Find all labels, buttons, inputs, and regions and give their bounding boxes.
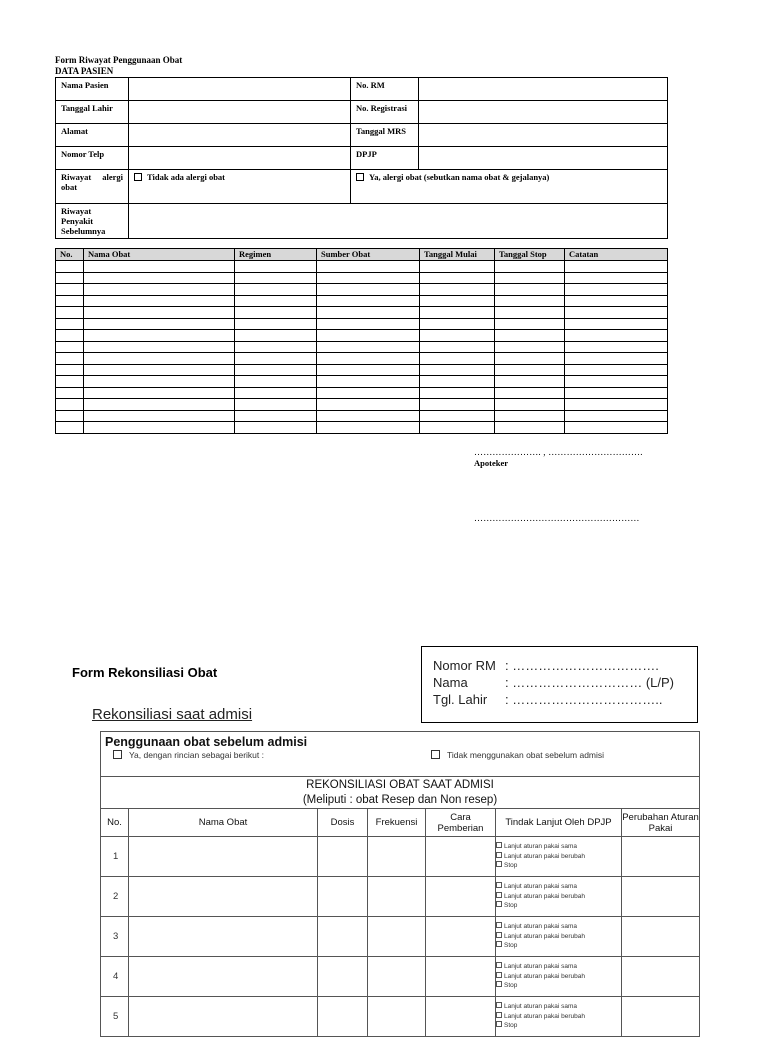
table-cell[interactable] — [235, 318, 317, 330]
table-cell[interactable] — [317, 376, 420, 388]
table-cell[interactable] — [565, 422, 668, 434]
table-cell[interactable] — [235, 295, 317, 307]
table-cell[interactable] — [565, 387, 668, 399]
field-frekuensi[interactable] — [368, 997, 426, 1037]
follow-up-option-label: Lanjut aturan pakai berubah — [504, 972, 585, 980]
table-cell[interactable] — [565, 399, 668, 411]
table-cell[interactable] — [235, 307, 317, 319]
table-cell[interactable] — [495, 387, 565, 399]
table-cell[interactable] — [84, 330, 235, 342]
table-cell[interactable] — [495, 376, 565, 388]
table-cell[interactable] — [84, 387, 235, 399]
table-row — [101, 917, 700, 957]
table-cell[interactable] — [317, 318, 420, 330]
row-number: 2 — [101, 877, 129, 917]
table-cell[interactable] — [565, 410, 668, 422]
field-perubahan[interactable] — [622, 837, 700, 877]
table-cell[interactable] — [235, 341, 317, 353]
table-row — [56, 341, 668, 353]
table-cell[interactable] — [495, 364, 565, 376]
label-riwayat-penyakit: Riwayat Penyakit Sebelumnya — [56, 204, 129, 239]
checkbox-icon[interactable] — [496, 901, 502, 907]
field-cara-pemberian[interactable] — [426, 917, 496, 957]
table-cell[interactable] — [84, 307, 235, 319]
follow-up-option-label: Stop — [504, 942, 518, 950]
table-cell[interactable] — [56, 422, 84, 434]
table-title-line1: REKONSILIASI OBAT SAAT ADMISI — [306, 778, 494, 791]
checkbox-icon[interactable] — [496, 922, 502, 928]
checkbox-icon[interactable] — [496, 882, 502, 888]
follow-up-option[interactable] — [496, 1002, 621, 1012]
follow-up-options — [496, 877, 622, 917]
form2-title: Form Rekonsiliasi Obat — [72, 665, 218, 680]
field-frekuensi[interactable] — [368, 957, 426, 997]
table-cell[interactable] — [420, 318, 495, 330]
table-cell[interactable] — [56, 387, 84, 399]
table-cell[interactable] — [317, 422, 420, 434]
table-cell[interactable] — [565, 341, 668, 353]
follow-up-option[interactable] — [496, 1012, 621, 1022]
field-frekuensi[interactable] — [368, 877, 426, 917]
table-cell[interactable] — [420, 353, 495, 365]
follow-up-option[interactable] — [496, 901, 621, 911]
table-cell[interactable] — [317, 295, 420, 307]
checkbox-icon[interactable] — [496, 1012, 502, 1018]
field-dpjp[interactable] — [419, 147, 668, 170]
field-frekuensi[interactable] — [368, 837, 426, 877]
follow-up-option-label: Lanjut aturan pakai berubah — [504, 892, 585, 900]
field-dosis[interactable] — [318, 837, 368, 877]
field-no-rm[interactable] — [419, 78, 668, 101]
table-cell[interactable] — [56, 295, 84, 307]
table-cell[interactable] — [56, 272, 84, 284]
table-cell[interactable] — [56, 261, 84, 273]
field-no-registrasi[interactable] — [419, 101, 668, 124]
table-cell[interactable] — [565, 364, 668, 376]
label-riwayat-alergi: Riwayat alergi obat — [56, 170, 129, 204]
table-cell[interactable] — [495, 261, 565, 273]
follow-up-option-label: Lanjut aturan pakai sama — [504, 1002, 577, 1010]
table-cell[interactable] — [56, 330, 84, 342]
checkbox-icon[interactable] — [496, 1021, 502, 1027]
table-cell[interactable] — [420, 410, 495, 422]
field-dosis[interactable] — [318, 917, 368, 957]
checkbox-icon[interactable] — [496, 962, 502, 968]
table-cell[interactable] — [84, 261, 235, 273]
follow-up-option-label: Stop — [504, 1022, 518, 1030]
col-header: Nama Obat — [84, 249, 235, 261]
nama-value[interactable]: : ………………………… (L/P) — [505, 675, 675, 690]
field-nomor-telp[interactable] — [129, 147, 351, 170]
table-cell[interactable] — [56, 410, 84, 422]
table-cell[interactable] — [565, 353, 668, 365]
tgl-lahir-value[interactable]: : …………………………….. — [505, 692, 663, 707]
table-cell[interactable] — [235, 387, 317, 399]
table-row — [56, 295, 668, 307]
option-ya-alergi-label: Ya, alergi obat (sebutkan nama obat & gejalanya) — [369, 172, 550, 182]
col-perubahan: Perubahan Aturan Pakai — [622, 809, 700, 837]
tgl-lahir-row[interactable] — [433, 691, 697, 708]
table-cell[interactable] — [420, 272, 495, 284]
option-tidak-alergi-label: Tidak ada alergi obat — [147, 172, 226, 182]
form1-title: Form Riwayat Penggunaan Obat — [55, 55, 183, 65]
patient-data-table — [55, 77, 668, 239]
table-row — [56, 261, 668, 273]
checkbox-yes[interactable] — [113, 750, 122, 759]
col-tindak-lanjut: Tindak Lanjut Oleh DPJP — [496, 809, 622, 837]
table-row — [56, 318, 668, 330]
table-row — [56, 272, 668, 284]
table-cell[interactable] — [56, 341, 84, 353]
row-number: 3 — [101, 917, 129, 957]
table-title-line2: (Meliputi : obat Resep dan Non resep) — [302, 793, 498, 806]
reconciliation-table — [100, 731, 700, 1037]
follow-up-option[interactable] — [496, 941, 621, 951]
follow-up-option[interactable] — [496, 962, 621, 972]
follow-up-option[interactable] — [496, 932, 621, 942]
follow-up-option-label: Lanjut aturan pakai berubah — [504, 1012, 585, 1020]
checkbox-icon[interactable] — [496, 972, 502, 978]
option-tidak-alergi[interactable] — [129, 170, 351, 204]
field-perubahan[interactable] — [622, 877, 700, 917]
follow-up-options — [496, 957, 622, 997]
table-cell[interactable] — [84, 364, 235, 376]
table-cell[interactable] — [420, 399, 495, 411]
table-cell[interactable] — [317, 272, 420, 284]
checkbox-icon[interactable] — [496, 852, 502, 858]
col-header: Sumber Obat — [317, 249, 420, 261]
table-cell[interactable] — [495, 330, 565, 342]
table-cell[interactable] — [84, 341, 235, 353]
table-row — [56, 364, 668, 376]
table-cell[interactable] — [420, 330, 495, 342]
follow-up-option[interactable] — [496, 892, 621, 902]
table-row — [56, 284, 668, 296]
follow-up-option-label: Lanjut aturan pakai sama — [504, 922, 577, 930]
table-row — [56, 399, 668, 411]
table-cell[interactable] — [495, 307, 565, 319]
table-cell[interactable] — [56, 307, 84, 319]
patient-id-box — [421, 646, 698, 723]
medication-history-table — [55, 248, 668, 434]
option-yes[interactable] — [113, 750, 264, 760]
table-cell[interactable] — [235, 272, 317, 284]
follow-up-option-label: Stop — [504, 902, 518, 910]
table-cell[interactable] — [56, 284, 84, 296]
follow-up-option-label: Lanjut aturan pakai sama — [504, 962, 577, 970]
checkbox-icon[interactable] — [496, 981, 502, 987]
field-perubahan[interactable] — [622, 957, 700, 997]
field-nama-obat[interactable] — [129, 917, 318, 957]
follow-up-option[interactable] — [496, 1021, 621, 1031]
table-title — [101, 777, 700, 809]
field-nama-pasien[interactable] — [129, 78, 351, 101]
label-no-rm: No. RM — [351, 78, 419, 101]
reconciliation-table-body — [101, 837, 700, 1037]
signature-role: Apoteker — [474, 458, 508, 468]
option-ya-alergi[interactable] — [351, 170, 668, 204]
table-cell[interactable] — [84, 272, 235, 284]
table-cell[interactable] — [420, 364, 495, 376]
col-nama-obat: Nama Obat — [129, 809, 318, 837]
field-cara-pemberian[interactable] — [426, 877, 496, 917]
follow-up-option[interactable] — [496, 981, 621, 991]
field-frekuensi[interactable] — [368, 917, 426, 957]
table-cell[interactable] — [495, 318, 565, 330]
table-row — [56, 330, 668, 342]
follow-up-option[interactable] — [496, 972, 621, 982]
field-nama-obat[interactable] — [129, 877, 318, 917]
field-dosis[interactable] — [318, 957, 368, 997]
checkbox-icon[interactable] — [496, 941, 502, 947]
table-cell[interactable] — [565, 261, 668, 273]
field-nama-obat[interactable] — [129, 957, 318, 997]
field-nama-obat[interactable] — [129, 837, 318, 877]
table-row — [101, 957, 700, 997]
col-cara-pemberian: Cara Pemberian — [426, 809, 496, 837]
table-row — [101, 877, 700, 917]
field-cara-pemberian[interactable] — [426, 957, 496, 997]
follow-up-option[interactable] — [496, 882, 621, 892]
table-cell[interactable] — [235, 353, 317, 365]
row-number: 5 — [101, 997, 129, 1037]
table-cell[interactable] — [235, 364, 317, 376]
table-cell[interactable] — [84, 410, 235, 422]
row-number: 4 — [101, 957, 129, 997]
table-cell[interactable] — [495, 353, 565, 365]
table-cell[interactable] — [317, 410, 420, 422]
label-tanggal-lahir: Tanggal Lahir — [56, 101, 129, 124]
checkbox-ya-alergi[interactable] — [356, 173, 364, 181]
follow-up-option[interactable] — [496, 842, 621, 852]
table-cell[interactable] — [420, 341, 495, 353]
field-perubahan[interactable] — [622, 917, 700, 957]
col-dosis: Dosis — [318, 809, 368, 837]
table-cell[interactable] — [565, 284, 668, 296]
field-cara-pemberian[interactable] — [426, 837, 496, 877]
table-row — [101, 837, 700, 877]
table-cell[interactable] — [317, 353, 420, 365]
field-alamat[interactable] — [129, 124, 351, 147]
signature-date-line[interactable]: …………………. , …………………………. — [474, 447, 643, 457]
table-row — [56, 353, 668, 365]
table-cell[interactable] — [495, 422, 565, 434]
col-header: No. — [56, 249, 84, 261]
checkbox-no[interactable] — [431, 750, 440, 759]
table-cell[interactable] — [235, 376, 317, 388]
col-header: Catatan — [565, 249, 668, 261]
table-row — [56, 422, 668, 434]
field-dosis[interactable] — [318, 997, 368, 1037]
signature-line[interactable]: ……………………………………………… — [474, 513, 640, 523]
option-no-label: Tidak menggunakan obat sebelum admisi — [447, 750, 605, 760]
follow-up-option-label: Lanjut aturan pakai berubah — [504, 852, 585, 860]
follow-up-option[interactable] — [496, 861, 621, 871]
table-cell[interactable] — [420, 422, 495, 434]
follow-up-option-label: Stop — [504, 982, 518, 990]
form1-subtitle: DATA PASIEN — [55, 66, 114, 76]
table-cell[interactable] — [317, 364, 420, 376]
follow-up-options — [496, 837, 622, 877]
checkbox-icon[interactable] — [496, 932, 502, 938]
table-cell[interactable] — [565, 330, 668, 342]
col-no: No. — [101, 809, 129, 837]
row-number: 1 — [101, 837, 129, 877]
table-cell[interactable] — [495, 272, 565, 284]
table-cell[interactable] — [420, 295, 495, 307]
checkbox-icon[interactable] — [496, 892, 502, 898]
follow-up-option[interactable] — [496, 922, 621, 932]
tgl-lahir-label: Tgl. Lahir — [433, 692, 488, 707]
label-alamat: Alamat — [56, 124, 129, 147]
rm-label: Nomor RM — [433, 658, 496, 673]
table-cell[interactable] — [317, 330, 420, 342]
table-cell[interactable] — [495, 284, 565, 296]
table-cell[interactable] — [56, 376, 84, 388]
col-header: Tanggal Mulai — [420, 249, 495, 261]
field-perubahan[interactable] — [622, 997, 700, 1037]
checkbox-icon[interactable] — [496, 1002, 502, 1008]
table-cell[interactable] — [565, 376, 668, 388]
field-tanggal-mrs[interactable] — [419, 124, 668, 147]
reconciliation-table-header — [101, 809, 700, 837]
table-row — [56, 376, 668, 388]
checkbox-tidak-alergi[interactable] — [134, 173, 142, 181]
field-dosis[interactable] — [318, 877, 368, 917]
table-cell[interactable] — [84, 284, 235, 296]
pre-admission-section — [101, 732, 700, 777]
medication-table-body — [56, 261, 668, 434]
nama-label: Nama — [433, 675, 468, 690]
table-cell[interactable] — [317, 284, 420, 296]
label-nomor-telp: Nomor Telp — [56, 147, 129, 170]
label-dpjp: DPJP — [351, 147, 419, 170]
table-cell[interactable] — [420, 376, 495, 388]
table-row — [56, 307, 668, 319]
follow-up-option[interactable] — [496, 852, 621, 862]
follow-up-options — [496, 917, 622, 957]
table-cell[interactable] — [84, 422, 235, 434]
table-cell[interactable] — [317, 399, 420, 411]
table-cell[interactable] — [317, 387, 420, 399]
table-cell[interactable] — [84, 318, 235, 330]
table-cell[interactable] — [565, 272, 668, 284]
table-cell[interactable] — [420, 387, 495, 399]
pre-admission-heading: Penggunaan obat sebelum admisi — [105, 735, 308, 749]
table-row — [101, 997, 700, 1037]
table-row — [56, 410, 668, 422]
table-cell[interactable] — [84, 376, 235, 388]
rm-row[interactable] — [433, 657, 697, 674]
col-frekuensi: Frekuensi — [368, 809, 426, 837]
table-cell[interactable] — [565, 318, 668, 330]
table-cell[interactable] — [565, 307, 668, 319]
rm-value[interactable]: : ……………………………. — [505, 658, 659, 673]
table-cell[interactable] — [84, 399, 235, 411]
table-cell[interactable] — [317, 307, 420, 319]
checkbox-icon[interactable] — [496, 861, 502, 867]
table-cell[interactable] — [495, 410, 565, 422]
follow-up-option-label: Lanjut aturan pakai berubah — [504, 932, 585, 940]
label-no-registrasi: No. Registrasi — [351, 101, 419, 124]
label-tanggal-mrs: Tanggal MRS — [351, 124, 419, 147]
table-cell[interactable] — [235, 284, 317, 296]
field-tanggal-lahir[interactable] — [129, 101, 351, 124]
table-cell[interactable] — [420, 284, 495, 296]
nama-row[interactable] — [433, 674, 697, 691]
table-cell[interactable] — [84, 353, 235, 365]
follow-up-option-label: Lanjut aturan pakai sama — [504, 842, 577, 850]
table-row — [56, 387, 668, 399]
follow-up-option-label: Stop — [504, 862, 518, 870]
table-cell[interactable] — [420, 307, 495, 319]
table-cell[interactable] — [56, 364, 84, 376]
table-cell[interactable] — [235, 410, 317, 422]
table-cell[interactable] — [56, 353, 84, 365]
field-riwayat-penyakit[interactable] — [129, 204, 668, 239]
col-header: Tanggal Stop — [495, 249, 565, 261]
label-nama-pasien: Nama Pasien — [56, 78, 129, 101]
table-cell[interactable] — [565, 295, 668, 307]
table-cell[interactable] — [235, 422, 317, 434]
table-cell[interactable] — [317, 261, 420, 273]
field-nama-obat[interactable] — [129, 997, 318, 1037]
follow-up-options — [496, 997, 622, 1037]
table-cell[interactable] — [235, 330, 317, 342]
table-cell[interactable] — [235, 399, 317, 411]
checkbox-icon[interactable] — [496, 842, 502, 848]
follow-up-option-label: Lanjut aturan pakai sama — [504, 882, 577, 890]
table-cell[interactable] — [495, 295, 565, 307]
table-cell[interactable] — [420, 261, 495, 273]
option-yes-label: Ya, dengan rincian sebagai berikut : — [129, 750, 264, 760]
table-cell[interactable] — [317, 341, 420, 353]
medication-table-header — [56, 249, 668, 261]
table-cell[interactable] — [495, 399, 565, 411]
table-cell[interactable] — [495, 341, 565, 353]
section-heading: Rekonsiliasi saat admisi — [92, 706, 253, 723]
option-no[interactable] — [431, 750, 604, 760]
col-header: Regimen — [235, 249, 317, 261]
table-cell[interactable] — [56, 318, 84, 330]
table-cell[interactable] — [56, 399, 84, 411]
table-cell[interactable] — [235, 261, 317, 273]
field-cara-pemberian[interactable] — [426, 997, 496, 1037]
table-cell[interactable] — [84, 295, 235, 307]
